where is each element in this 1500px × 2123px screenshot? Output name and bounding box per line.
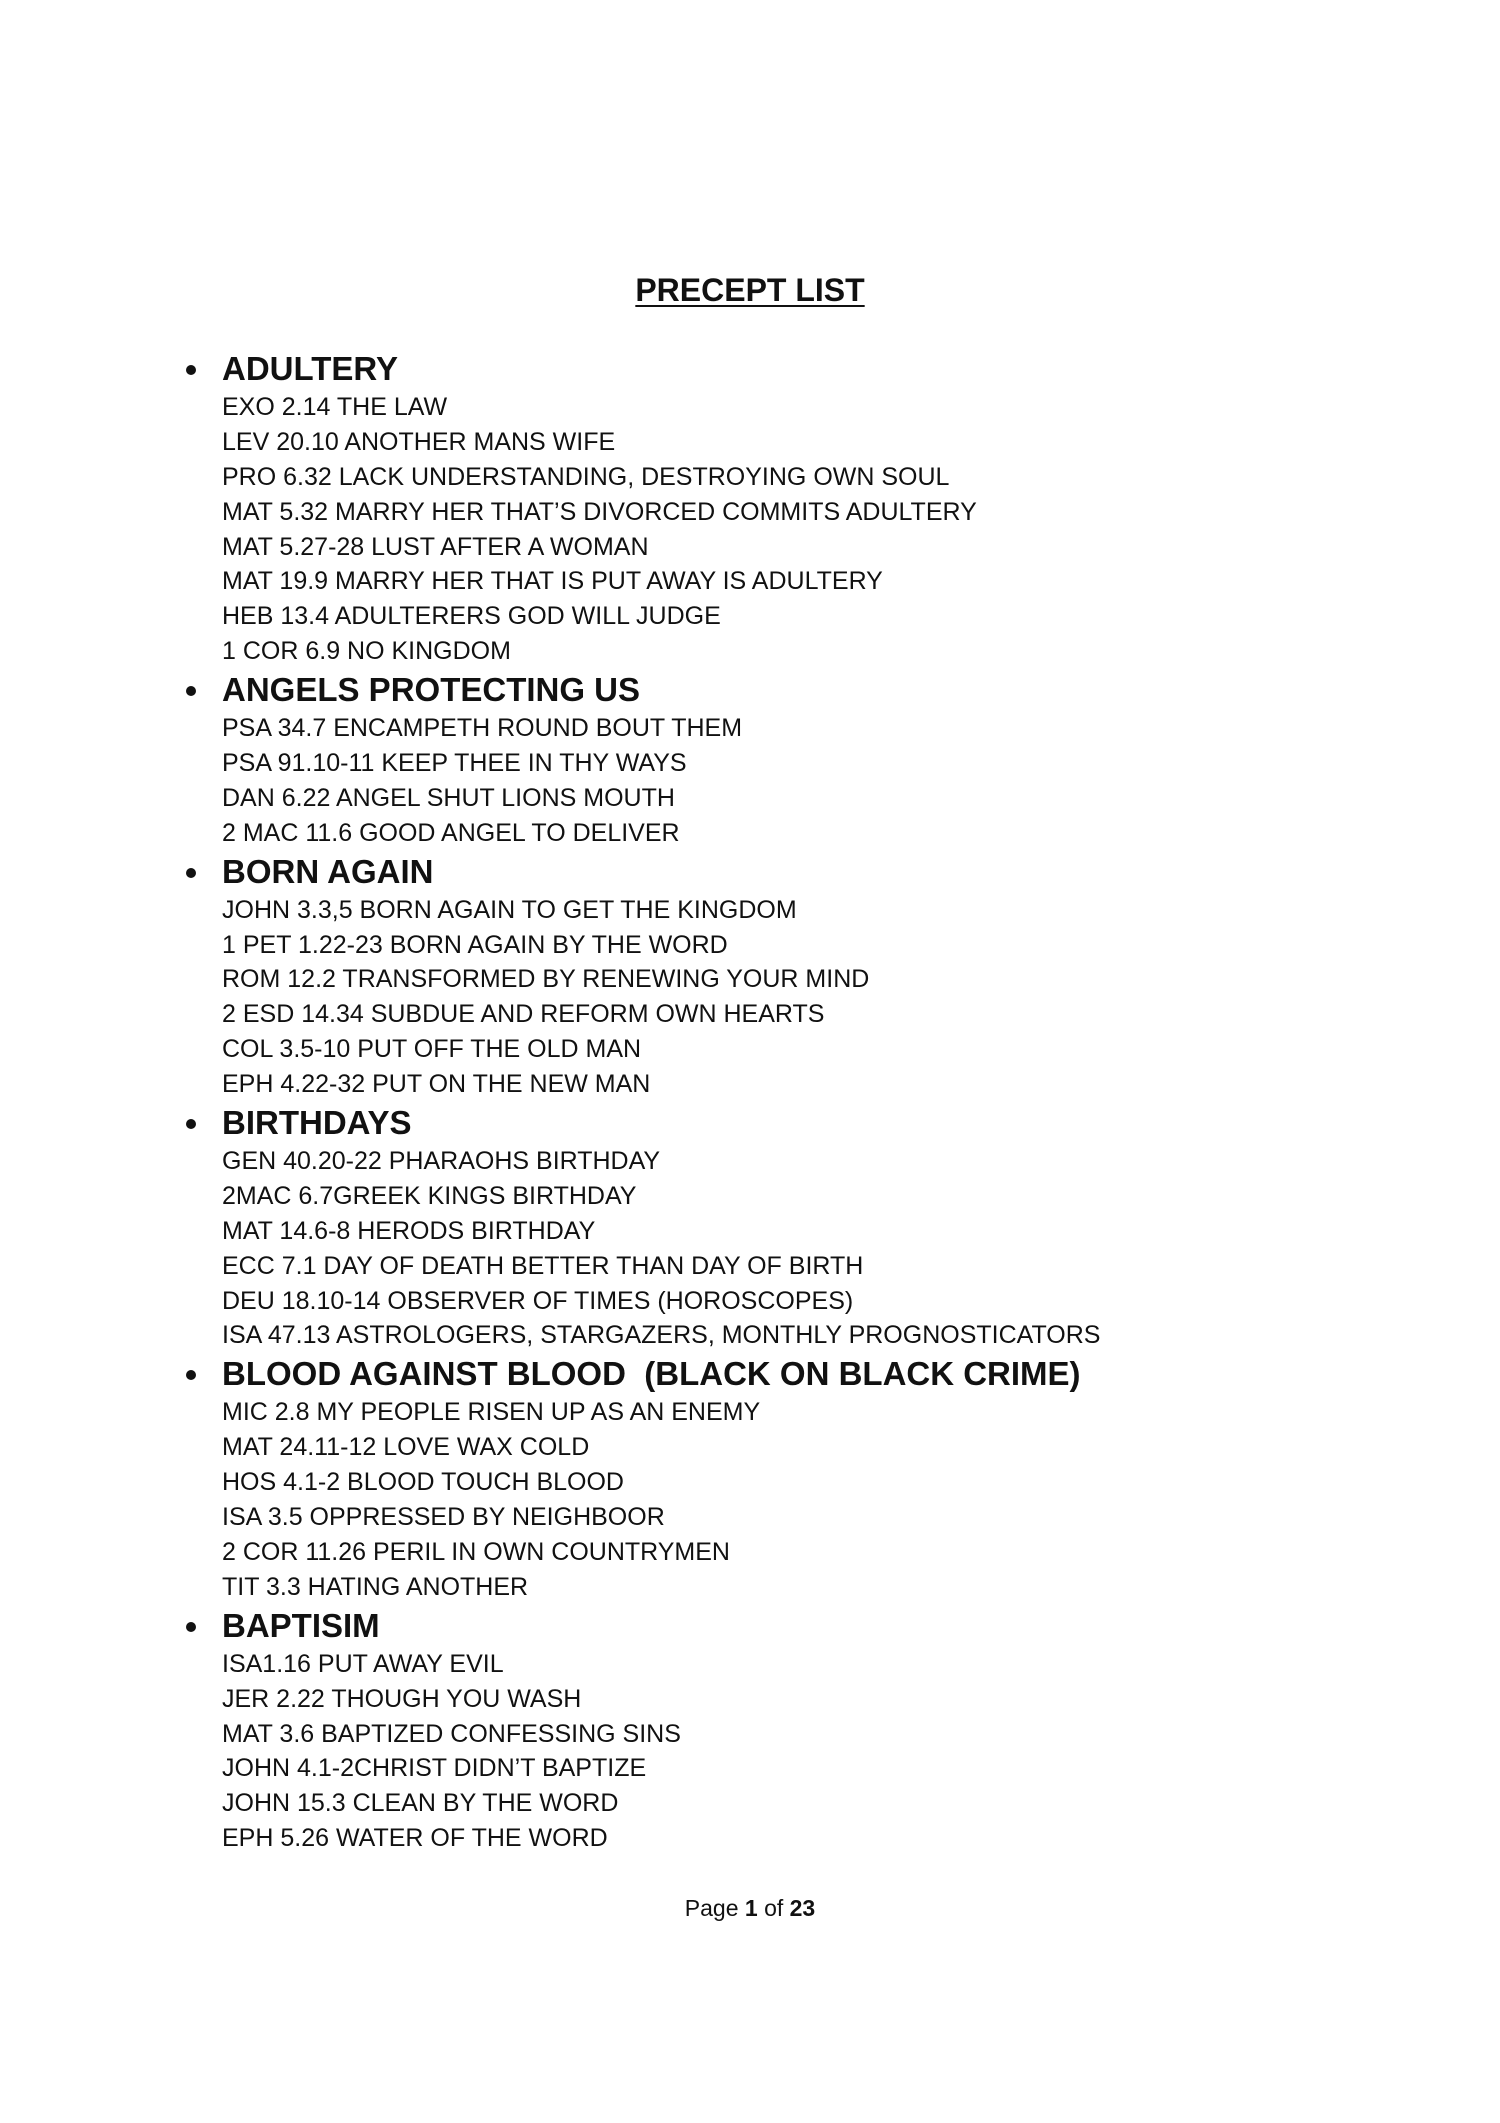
topic-heading-text: BAPTISIM — [222, 1606, 380, 1644]
topic-heading-text: ADULTERY — [222, 350, 398, 387]
scripture-ref: LEV 20.10 ANOTHER MANS WIFE — [222, 427, 616, 456]
topic-heading — [222, 669, 1422, 711]
scripture-ref: 2 MAC 11.6 GOOD ANGEL TO DELIVER — [222, 818, 680, 847]
topic-heading-text: BLOOD AGAINST BLOOD (BLACK ON BLACK CRIME) — [222, 1355, 1081, 1393]
scripture-ref: JOHN 4.1-2CHRIST DIDN’T BAPTIZE — [222, 1754, 647, 1783]
scripture-ref: DEU 18.10-14 OBSERVER OF TIMES (HOROSCOPES) — [222, 1286, 854, 1315]
scripture-ref: EPH 4.22-32 PUT ON THE NEW MAN — [222, 1070, 651, 1099]
scripture-ref: ISA 47.13 ASTROLOGERS, STARGAZERS, MONTHLY PROGNOSTICATORS — [222, 1321, 1101, 1350]
bullet-icon — [183, 851, 203, 893]
scripture-ref: 2 ESD 14.34 SUBDUE AND REFORM OWN HEARTS — [222, 1000, 825, 1029]
scripture-ref: GEN 40.20-22 PHARAOHS BIRTHDAY — [222, 1147, 661, 1176]
bullet-icon — [183, 1605, 203, 1647]
total-page-count: 23 — [789, 1895, 816, 1921]
scripture-ref: 2 COR 11.26 PERIL IN OWN COUNTRYMEN — [222, 1537, 730, 1566]
scripture-ref: JOHN 15.3 CLEAN BY THE WORD — [222, 1789, 619, 1818]
page-title-text: PRECEPT LIST — [635, 272, 865, 308]
scripture-ref: PSA 91.10-11 KEEP THEE IN THY WAYS — [222, 749, 687, 778]
scripture-ref: 1 PET 1.22-23 BORN AGAIN BY THE WORD — [222, 930, 728, 959]
scripture-ref: HOS 4.1-2 BLOOD TOUCH BLOOD — [222, 1468, 624, 1497]
scripture-ref: DAN 6.22 ANGEL SHUT LIONS MOUTH — [222, 783, 675, 812]
scripture-ref: MAT 3.6 BAPTIZED CONFESSING SINS — [222, 1719, 681, 1748]
topic-heading-text: ANGELS PROTECTING US — [222, 671, 641, 709]
topic-adultery — [222, 348, 1422, 669]
scripture-ref: MIC 2.8 MY PEOPLE RISEN UP AS AN ENEMY — [222, 1398, 761, 1427]
scripture-ref: MAT 24.11-12 LOVE WAX COLD — [222, 1433, 590, 1462]
scripture-ref: 2MAC 6.7GREEK KINGS BIRTHDAY — [222, 1181, 637, 1210]
scripture-ref: MAT 14.6-8 HERODS BIRTHDAY — [222, 1216, 596, 1245]
scripture-ref: ECC 7.1 DAY OF DEATH BETTER THAN DAY OF BIRTH — [222, 1251, 864, 1280]
bullet-icon — [183, 669, 203, 711]
scripture-ref: ROM 12.2 TRANSFORMED BY RENEWING YOUR MIND — [222, 965, 870, 994]
scripture-ref: TIT 3.3 HATING ANOTHER — [222, 1572, 529, 1601]
topic-heading — [222, 1353, 1422, 1395]
scripture-ref: MAT 5.27-28 LUST AFTER A WOMAN — [222, 532, 649, 561]
page-footer — [0, 1893, 1500, 1923]
scripture-ref: PRO 6.32 LACK UNDERSTANDING, DESTROYING OWN SOUL — [222, 462, 950, 491]
scripture-ref: MAT 19.9 MARRY HER THAT IS PUT AWAY IS ADULTERY — [222, 567, 883, 596]
topic-birthdays — [222, 1102, 1422, 1353]
topic-heading-text: BIRTHDAYS — [222, 1104, 412, 1142]
bullet-icon — [183, 1353, 203, 1395]
scripture-ref: ISA1.16 PUT AWAY EVIL — [222, 1649, 504, 1678]
page-title — [0, 270, 1500, 310]
topic-heading — [222, 1605, 1422, 1647]
topic-blood-against-blood — [222, 1353, 1422, 1604]
scripture-ref: JER 2.22 THOUGH YOU WASH — [222, 1684, 582, 1713]
topic-heading-text: BORN AGAIN — [222, 852, 434, 890]
topic-list — [222, 348, 1422, 1856]
scripture-ref: EXO 2.14 THE LAW — [222, 393, 448, 421]
topic-heading — [222, 348, 1422, 390]
scripture-ref: ISA 3.5 OPPRESSED BY NEIGHBOOR — [222, 1503, 665, 1532]
page-label: Page — [684, 1895, 739, 1921]
topic-heading — [222, 851, 1422, 893]
scripture-ref: PSA 34.7 ENCAMPETH ROUND BOUT THEM — [222, 714, 743, 743]
scripture-ref: JOHN 3.3,5 BORN AGAIN TO GET THE KINGDOM — [222, 895, 797, 924]
topic-angels-protecting-us — [222, 669, 1422, 851]
scripture-ref: HEB 13.4 ADULTERERS GOD WILL JUDGE — [222, 602, 721, 631]
topic-heading — [222, 1102, 1422, 1144]
scripture-ref: 1 COR 6.9 NO KINGDOM — [222, 637, 511, 666]
scripture-ref: COL 3.5-10 PUT OFF THE OLD MAN — [222, 1035, 642, 1064]
topic-baptisim — [222, 1605, 1422, 1856]
current-page-number: 1 — [744, 1895, 758, 1921]
page-of-label: of — [764, 1895, 784, 1921]
bullet-icon — [183, 1102, 203, 1144]
topic-born-again — [222, 851, 1422, 1102]
bullet-icon — [183, 348, 203, 390]
scripture-ref: EPH 5.26 WATER OF THE WORD — [222, 1824, 608, 1853]
scripture-ref: MAT 5.32 MARRY HER THAT’S DIVORCED COMMITS ADULTERY — [222, 497, 977, 526]
